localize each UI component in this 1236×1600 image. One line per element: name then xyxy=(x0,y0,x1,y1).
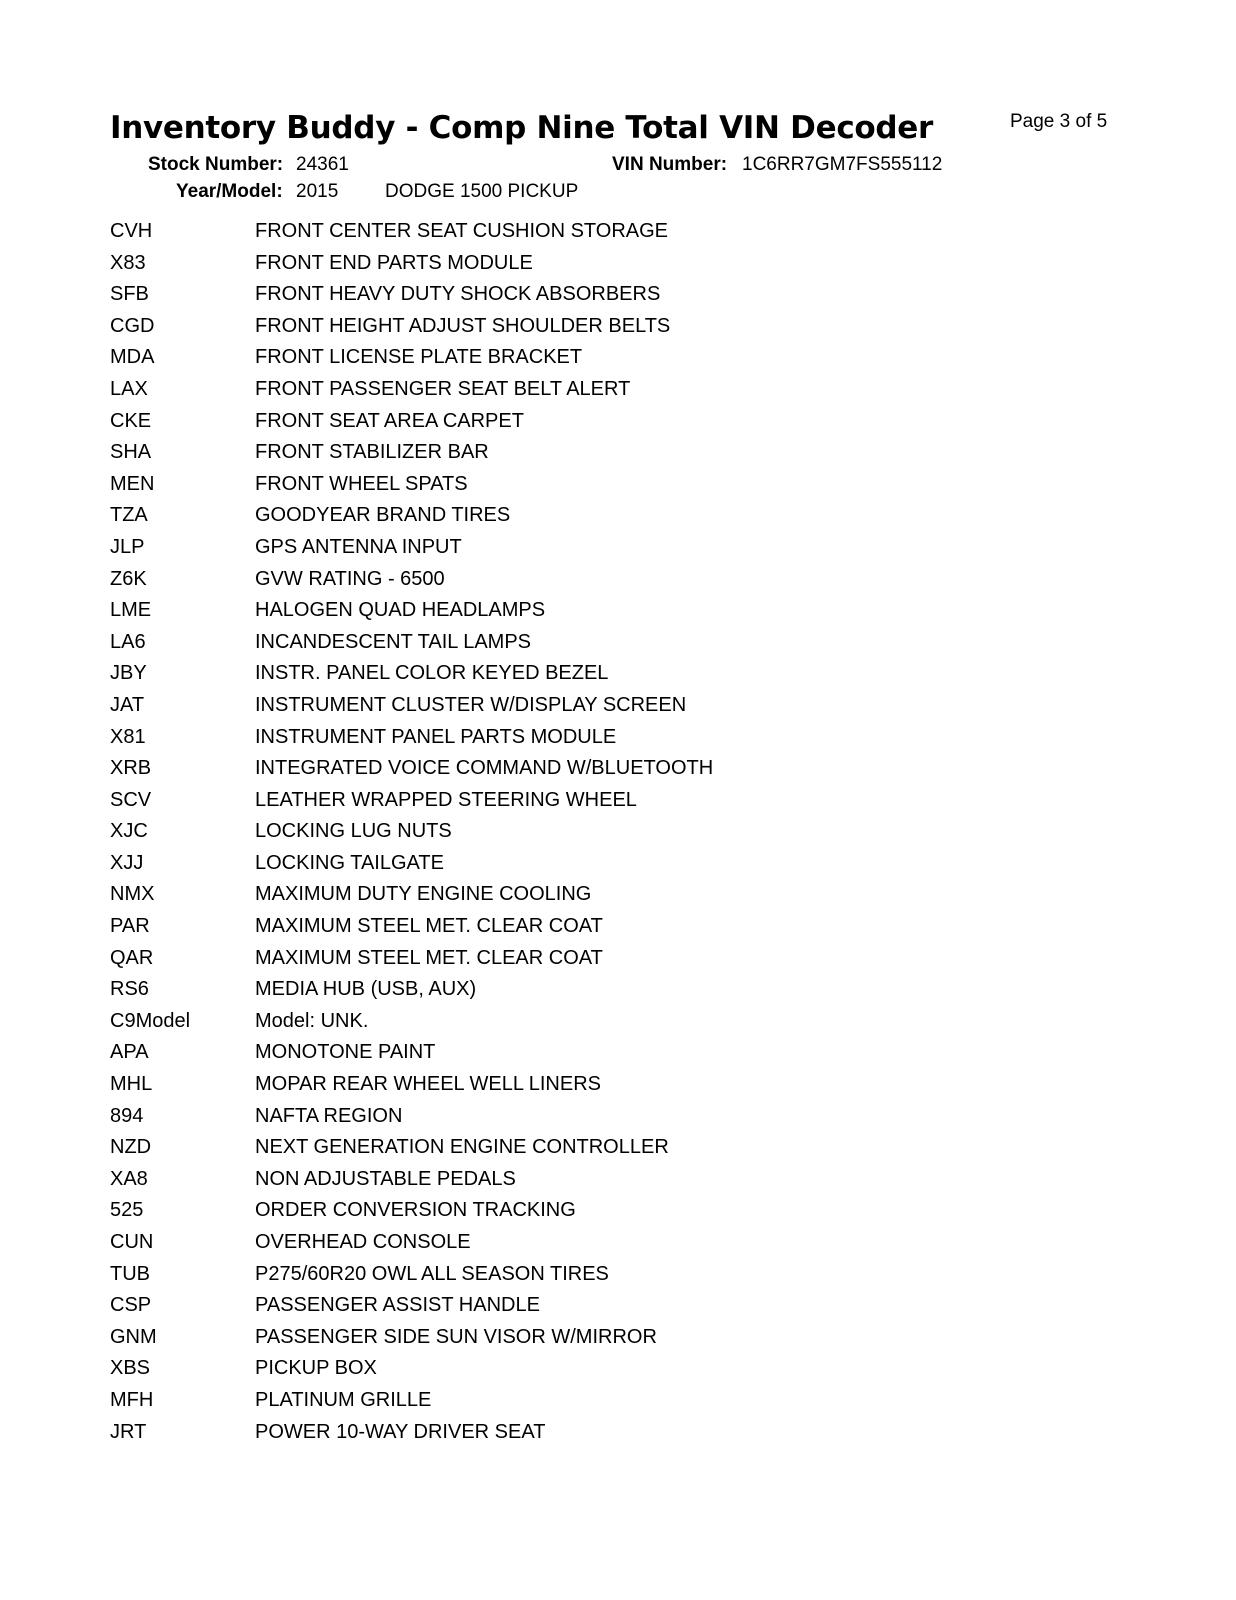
option-description: POWER 10-WAY DRIVER SEAT xyxy=(255,1420,546,1443)
list-item xyxy=(0,564,1236,596)
option-code: CSP xyxy=(110,1294,152,1317)
option-description: FRONT END PARTS MODULE xyxy=(255,251,533,274)
list-item xyxy=(0,1164,1236,1196)
option-description: LEATHER WRAPPED STEERING WHEEL xyxy=(255,788,637,811)
list-item xyxy=(0,374,1236,406)
list-item xyxy=(0,342,1236,374)
option-description: INSTRUMENT PANEL PARTS MODULE xyxy=(255,725,617,748)
option-code: NZD xyxy=(110,1136,152,1159)
option-description: FRONT STABILIZER BAR xyxy=(255,441,489,464)
option-description: NAFTA REGION xyxy=(255,1104,403,1127)
list-item xyxy=(0,1132,1236,1164)
option-code: MEN xyxy=(110,472,155,495)
list-item xyxy=(0,279,1236,311)
option-code: MFH xyxy=(110,1388,154,1411)
list-item xyxy=(0,1006,1236,1038)
option-description: MAXIMUM DUTY ENGINE COOLING xyxy=(255,883,592,906)
option-code: QAR xyxy=(110,946,154,969)
option-code: JLP xyxy=(110,535,145,558)
option-description: NEXT GENERATION ENGINE CONTROLLER xyxy=(255,1136,669,1159)
list-item xyxy=(0,1417,1236,1449)
list-item xyxy=(0,1069,1236,1101)
list-item xyxy=(0,248,1236,280)
option-code: JBY xyxy=(110,662,147,685)
list-item xyxy=(0,722,1236,754)
list-item xyxy=(0,785,1236,817)
list-item xyxy=(0,406,1236,438)
option-description: MONOTONE PAINT xyxy=(255,1041,436,1064)
option-description: FRONT LICENSE PLATE BRACKET xyxy=(255,346,583,369)
option-description: PICKUP BOX xyxy=(255,1357,377,1380)
list-item xyxy=(0,500,1236,532)
list-item xyxy=(0,437,1236,469)
option-description: Model: UNK. xyxy=(255,1009,369,1032)
option-code: MHL xyxy=(110,1073,153,1096)
option-description: LOCKING LUG NUTS xyxy=(255,820,452,843)
list-item xyxy=(0,311,1236,343)
option-code: X81 xyxy=(110,725,146,748)
vin-number-label: VIN Number: xyxy=(612,154,728,175)
option-code: XJJ xyxy=(110,851,144,874)
option-code: SFB xyxy=(110,283,149,306)
option-code: SHA xyxy=(110,441,152,464)
list-item xyxy=(0,690,1236,722)
stock-number-value: 24361 xyxy=(296,154,349,175)
option-code: XBS xyxy=(110,1357,151,1380)
option-description: OVERHEAD CONSOLE xyxy=(255,1231,471,1253)
list-item xyxy=(0,1385,1236,1417)
option-description: GVW RATING - 6500 xyxy=(255,567,445,590)
list-item xyxy=(0,469,1236,501)
option-code: APA xyxy=(110,1041,149,1064)
list-item xyxy=(0,595,1236,627)
option-code: LAX xyxy=(110,377,148,400)
list-item xyxy=(0,216,1236,248)
option-description: PASSENGER SIDE SUN VISOR W/MIRROR xyxy=(255,1325,657,1348)
list-item xyxy=(0,753,1236,785)
option-code: XJC xyxy=(110,820,148,843)
option-code-list xyxy=(0,216,1236,1448)
list-item xyxy=(0,1322,1236,1354)
option-description: NON ADJUSTABLE PEDALS xyxy=(255,1167,516,1190)
list-item xyxy=(0,1037,1236,1069)
option-code: C9Model xyxy=(110,1009,191,1032)
option-code: PAR xyxy=(110,915,150,938)
page-indicator: Page 3 of 5 xyxy=(1010,111,1108,132)
option-code: XA8 xyxy=(110,1167,148,1190)
option-code: 525 xyxy=(110,1199,144,1222)
option-code: LME xyxy=(110,599,152,622)
option-description: FRONT HEIGHT ADJUST SHOULDER BELTS xyxy=(255,314,671,337)
option-description: FRONT PASSENGER SEAT BELT ALERT xyxy=(255,377,631,400)
option-code: CGD xyxy=(110,314,155,337)
document-title: Inventory Buddy - Comp Nine Total VIN Decoder xyxy=(110,110,934,146)
option-code: NMX xyxy=(110,883,155,906)
list-item xyxy=(0,879,1236,911)
option-description: INCANDESCENT TAIL LAMPS xyxy=(255,630,531,653)
option-code: TUB xyxy=(110,1262,150,1285)
option-description: FRONT SEAT AREA CARPET xyxy=(255,409,524,432)
option-description: INSTRUMENT CLUSTER W/DISPLAY SCREEN xyxy=(255,693,687,716)
option-description: HALOGEN QUAD HEADLAMPS xyxy=(255,599,546,622)
option-description: INSTR. PANEL COLOR KEYED BEZEL xyxy=(255,662,609,685)
model-value: DODGE 1500 PICKUP xyxy=(385,181,579,202)
option-description: LOCKING TAILGATE xyxy=(255,851,444,874)
option-description: PLATINUM GRILLE xyxy=(255,1388,432,1411)
year-value: 2015 xyxy=(296,181,339,202)
option-code: MDA xyxy=(110,346,155,369)
option-code: JRT xyxy=(110,1420,147,1443)
option-code: RS6 xyxy=(110,978,149,1001)
option-description: GPS ANTENNA INPUT xyxy=(255,535,462,558)
option-description: MAXIMUM STEEL MET. CLEAR COAT xyxy=(255,946,603,969)
option-description: FRONT WHEEL SPATS xyxy=(255,472,468,495)
list-item xyxy=(0,1290,1236,1322)
option-description: MAXIMUM STEEL MET. CLEAR COAT xyxy=(255,915,603,938)
list-item xyxy=(0,1259,1236,1291)
option-code: GNM xyxy=(110,1325,157,1348)
option-code: 894 xyxy=(110,1104,144,1127)
year-model-label: Year/Model: xyxy=(176,181,283,202)
option-description: INTEGRATED VOICE COMMAND W/BLUETOOTH xyxy=(255,757,714,780)
option-description: ORDER CONVERSION TRACKING xyxy=(255,1199,576,1222)
option-code: JAT xyxy=(110,693,145,716)
option-code: TZA xyxy=(110,504,148,527)
option-code: X83 xyxy=(110,251,146,274)
option-code: SCV xyxy=(110,788,152,811)
list-item xyxy=(0,911,1236,943)
option-code: CUN xyxy=(110,1231,154,1253)
stock-number-label: Stock Number: xyxy=(148,154,284,175)
option-description: PASSENGER ASSIST HANDLE xyxy=(255,1294,540,1317)
list-item xyxy=(0,532,1236,564)
option-code: XRB xyxy=(110,757,152,780)
option-description: MOPAR REAR WHEEL WELL LINERS xyxy=(255,1073,601,1096)
option-description: GOODYEAR BRAND TIRES xyxy=(255,504,511,527)
list-item xyxy=(0,1195,1236,1227)
option-description: P275/60R20 OWL ALL SEASON TIRES xyxy=(255,1262,609,1285)
option-description: FRONT CENTER SEAT CUSHION STORAGE xyxy=(255,220,669,242)
list-item xyxy=(0,943,1236,975)
list-item xyxy=(0,848,1236,880)
option-code: LA6 xyxy=(110,630,146,653)
option-description: FRONT HEAVY DUTY SHOCK ABSORBERS xyxy=(255,283,661,306)
list-item xyxy=(0,816,1236,848)
option-code: CKE xyxy=(110,409,152,432)
option-description: MEDIA HUB (USB, AUX) xyxy=(255,978,477,1001)
list-item xyxy=(0,627,1236,659)
list-item xyxy=(0,658,1236,690)
option-code: Z6K xyxy=(110,567,147,590)
list-item xyxy=(0,1227,1236,1259)
list-item xyxy=(0,974,1236,1006)
list-item xyxy=(0,1353,1236,1385)
list-item xyxy=(0,1101,1236,1133)
option-code: CVH xyxy=(110,220,153,242)
vin-number-value: 1C6RR7GM7FS555112 xyxy=(742,154,943,175)
